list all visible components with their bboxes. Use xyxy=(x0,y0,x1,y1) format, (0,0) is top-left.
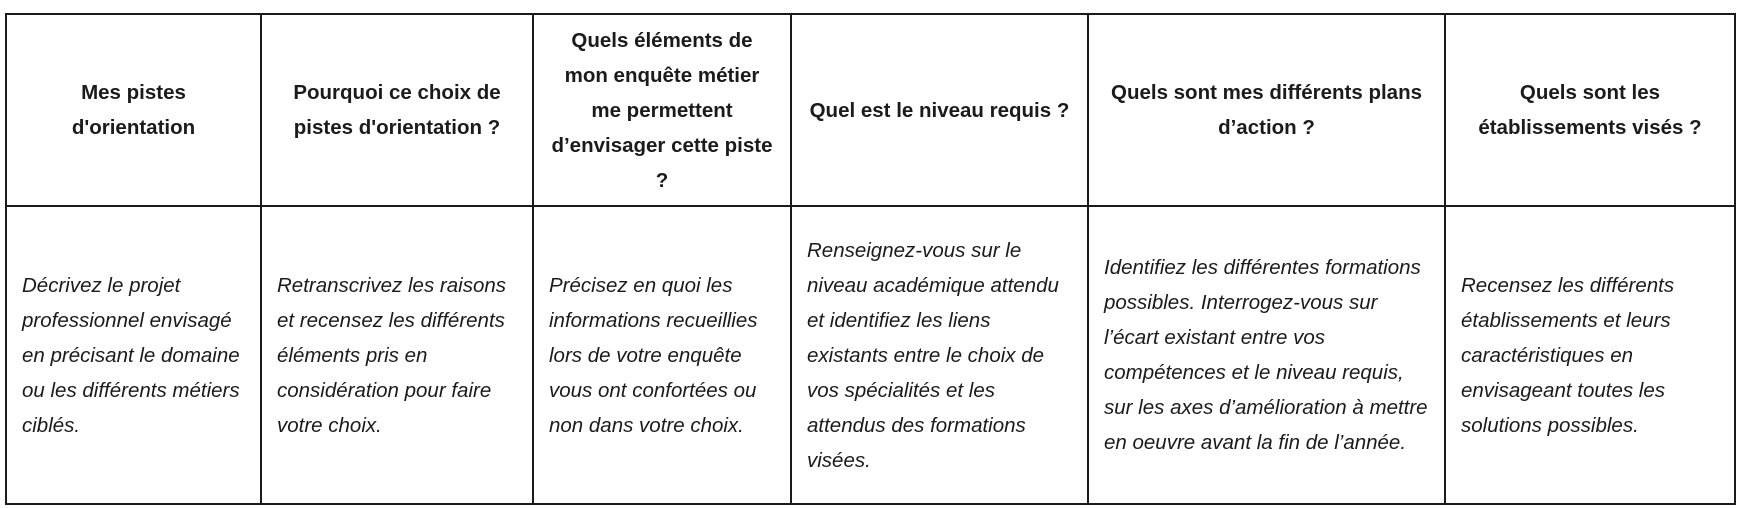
cell-plans-action: Identifiez les différentes formations possibles. Interrogez-vous sur l’écart existant entre vos compétences et le niveau requis, sur les axes d’amélioration à mettre en oeuvre avant la fin de l’année. xyxy=(1088,206,1445,504)
cell-mes-pistes: Décrivez le projet professionnel envisagé en précisant le domaine ou les différents métiers ciblés. xyxy=(6,206,261,504)
header-plans-action: Quels sont mes différents plans d’action ? xyxy=(1088,14,1445,206)
table-header-row xyxy=(6,14,1735,206)
orientation-table-container xyxy=(5,13,1734,501)
cell-etablissements: Recensez les différents établissements et leurs caractéristiques en envisageant toutes les solutions possibles. xyxy=(1445,206,1735,504)
header-elements-enquete: Quels éléments de mon enquête métier me permettent d’envisager cette piste ? xyxy=(533,14,791,206)
cell-elements-enquete: Précisez en quoi les informations recueillies lors de votre enquête vous ont confortées ou non dans votre choix. xyxy=(533,206,791,504)
header-mes-pistes: Mes pistes d'orientation xyxy=(6,14,261,206)
header-pourquoi-choix: Pourquoi ce choix de pistes d'orientation ? xyxy=(261,14,533,206)
cell-niveau-requis: Renseignez-vous sur le niveau académique attendu et identifiez les liens existants entre le choix de vos spécialités et les attendus des formations visées. xyxy=(791,206,1088,504)
header-etablissements: Quels sont les établissements visés ? xyxy=(1445,14,1735,206)
cell-pourquoi-choix: Retranscrivez les raisons et recensez les différents éléments pris en considération pour faire votre choix. xyxy=(261,206,533,504)
orientation-table xyxy=(5,13,1736,505)
header-niveau-requis: Quel est le niveau requis ? xyxy=(791,14,1088,206)
table-row xyxy=(6,206,1735,504)
